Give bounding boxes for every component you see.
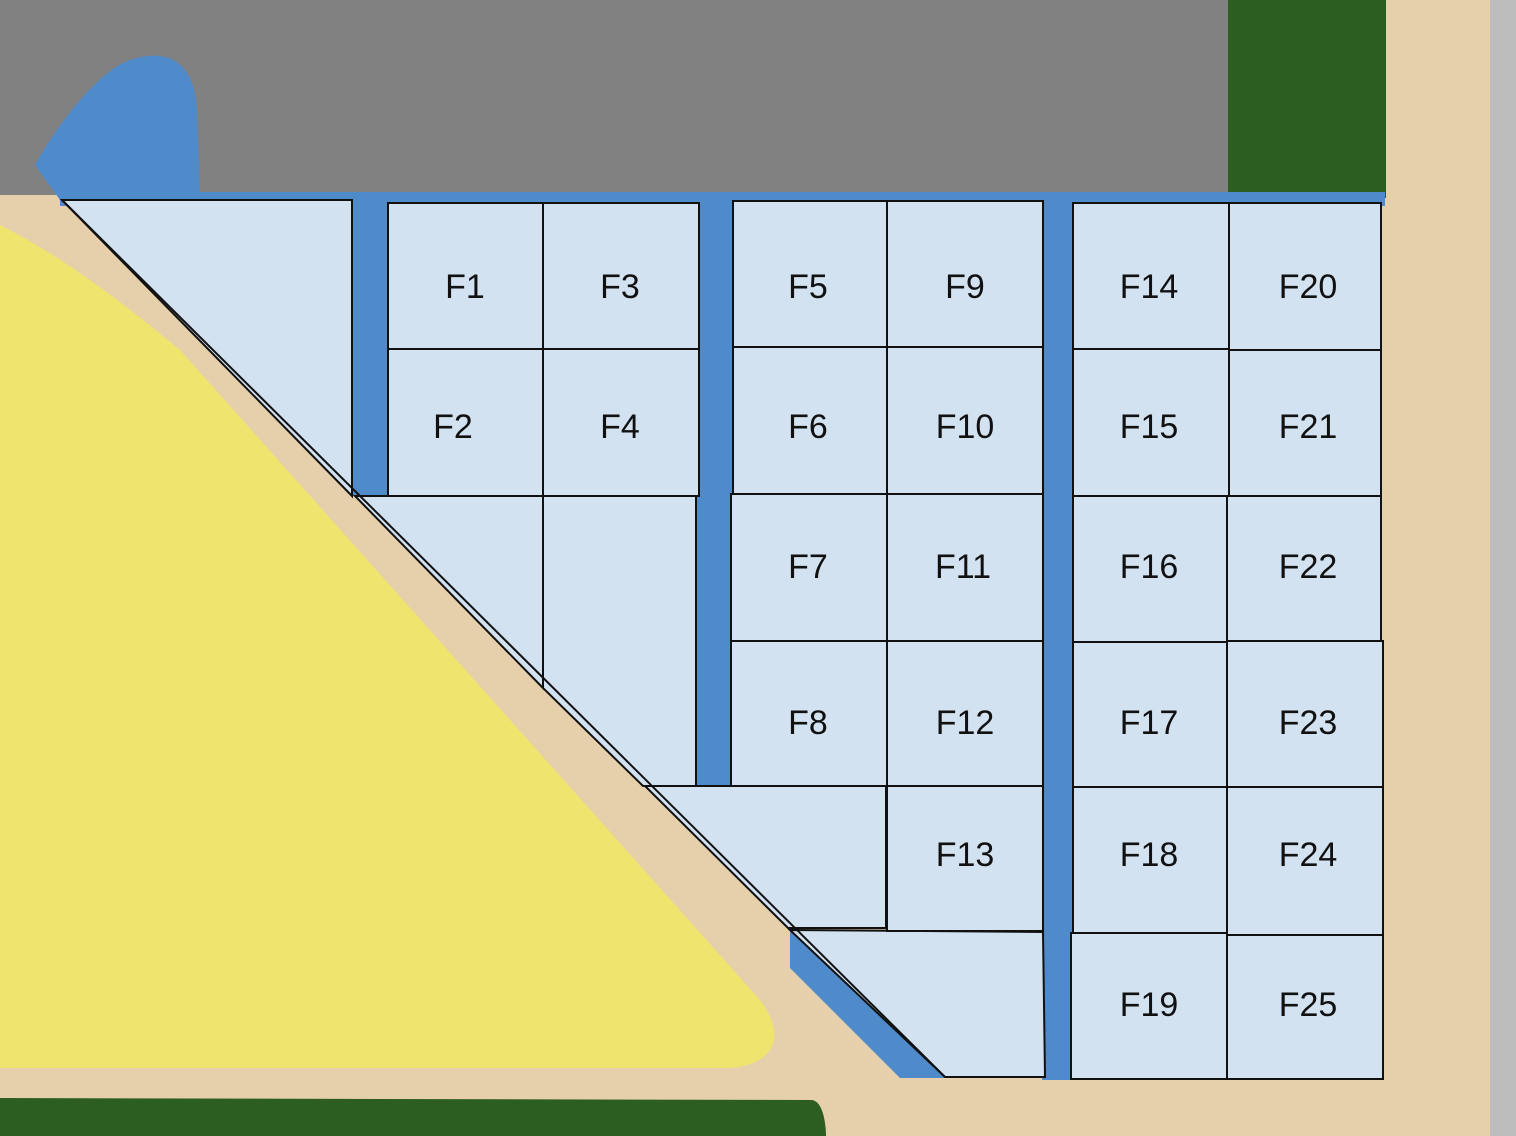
plot-label: F21: [1278, 408, 1338, 446]
plot-F14[interactable]: [1073, 203, 1229, 349]
water-channel-1: [352, 195, 392, 495]
plot-F17[interactable]: [1073, 642, 1227, 787]
plot-F5[interactable]: [733, 201, 887, 347]
plot-label: F3: [600, 268, 640, 306]
plot-label: F22: [1278, 548, 1338, 586]
plot-label: F11: [934, 548, 992, 586]
water-channel-2: [697, 195, 733, 790]
plot-label: F4: [600, 408, 640, 446]
plot-F16[interactable]: [1073, 496, 1227, 642]
plot-label: F8: [788, 704, 828, 742]
plot-label: F14: [1119, 268, 1179, 306]
plot-label: F13: [935, 836, 995, 874]
plot-F2[interactable]: [388, 349, 543, 496]
plot-F22[interactable]: [1227, 496, 1381, 641]
plot-F24[interactable]: [1227, 787, 1383, 935]
plot-label: F5: [788, 268, 828, 306]
plot-label: F15: [1119, 408, 1179, 446]
plot-label: F10: [935, 408, 995, 446]
plot-F20[interactable]: [1229, 203, 1381, 350]
plot-F19[interactable]: [1071, 933, 1227, 1079]
plot-label: F7: [788, 548, 828, 586]
plot-F4[interactable]: [543, 349, 699, 496]
plot-F15[interactable]: [1073, 349, 1229, 496]
plot-F10[interactable]: [887, 347, 1043, 494]
plot-F7[interactable]: [731, 494, 887, 641]
plot-F8[interactable]: [731, 641, 887, 786]
plot-F13[interactable]: [887, 786, 1043, 931]
plot-label: F17: [1119, 704, 1179, 742]
plot-F11[interactable]: [887, 494, 1043, 641]
plot-F9[interactable]: [887, 201, 1043, 347]
plot-F3[interactable]: [543, 203, 699, 349]
plot-label: F12: [935, 704, 995, 742]
plot-label: F24: [1278, 836, 1338, 874]
tree-strip-top: [1228, 0, 1386, 198]
water-channel-3: [1042, 195, 1074, 1080]
plot-label: F18: [1119, 836, 1179, 874]
sidewalk-right: [1490, 0, 1516, 1136]
plot-F21[interactable]: [1229, 350, 1381, 496]
plot-label: F19: [1119, 986, 1179, 1024]
plot-label: F16: [1119, 548, 1179, 586]
plot-F25[interactable]: [1227, 935, 1383, 1079]
plot-F12[interactable]: [887, 641, 1043, 786]
plot-F23[interactable]: [1227, 641, 1383, 787]
plot-F6[interactable]: [733, 347, 887, 494]
plot-label: F9: [945, 268, 985, 306]
plot-label: F6: [788, 408, 828, 446]
plot-label: F2: [433, 408, 473, 446]
plot-label: F23: [1278, 704, 1338, 742]
plot-F1[interactable]: [388, 203, 543, 349]
plot-F18[interactable]: [1073, 787, 1227, 933]
plot-label: F20: [1278, 268, 1338, 306]
tree-strip-bottom: [0, 1098, 826, 1136]
plot-label: F25: [1278, 986, 1338, 1024]
plot-label: F1: [445, 268, 485, 306]
